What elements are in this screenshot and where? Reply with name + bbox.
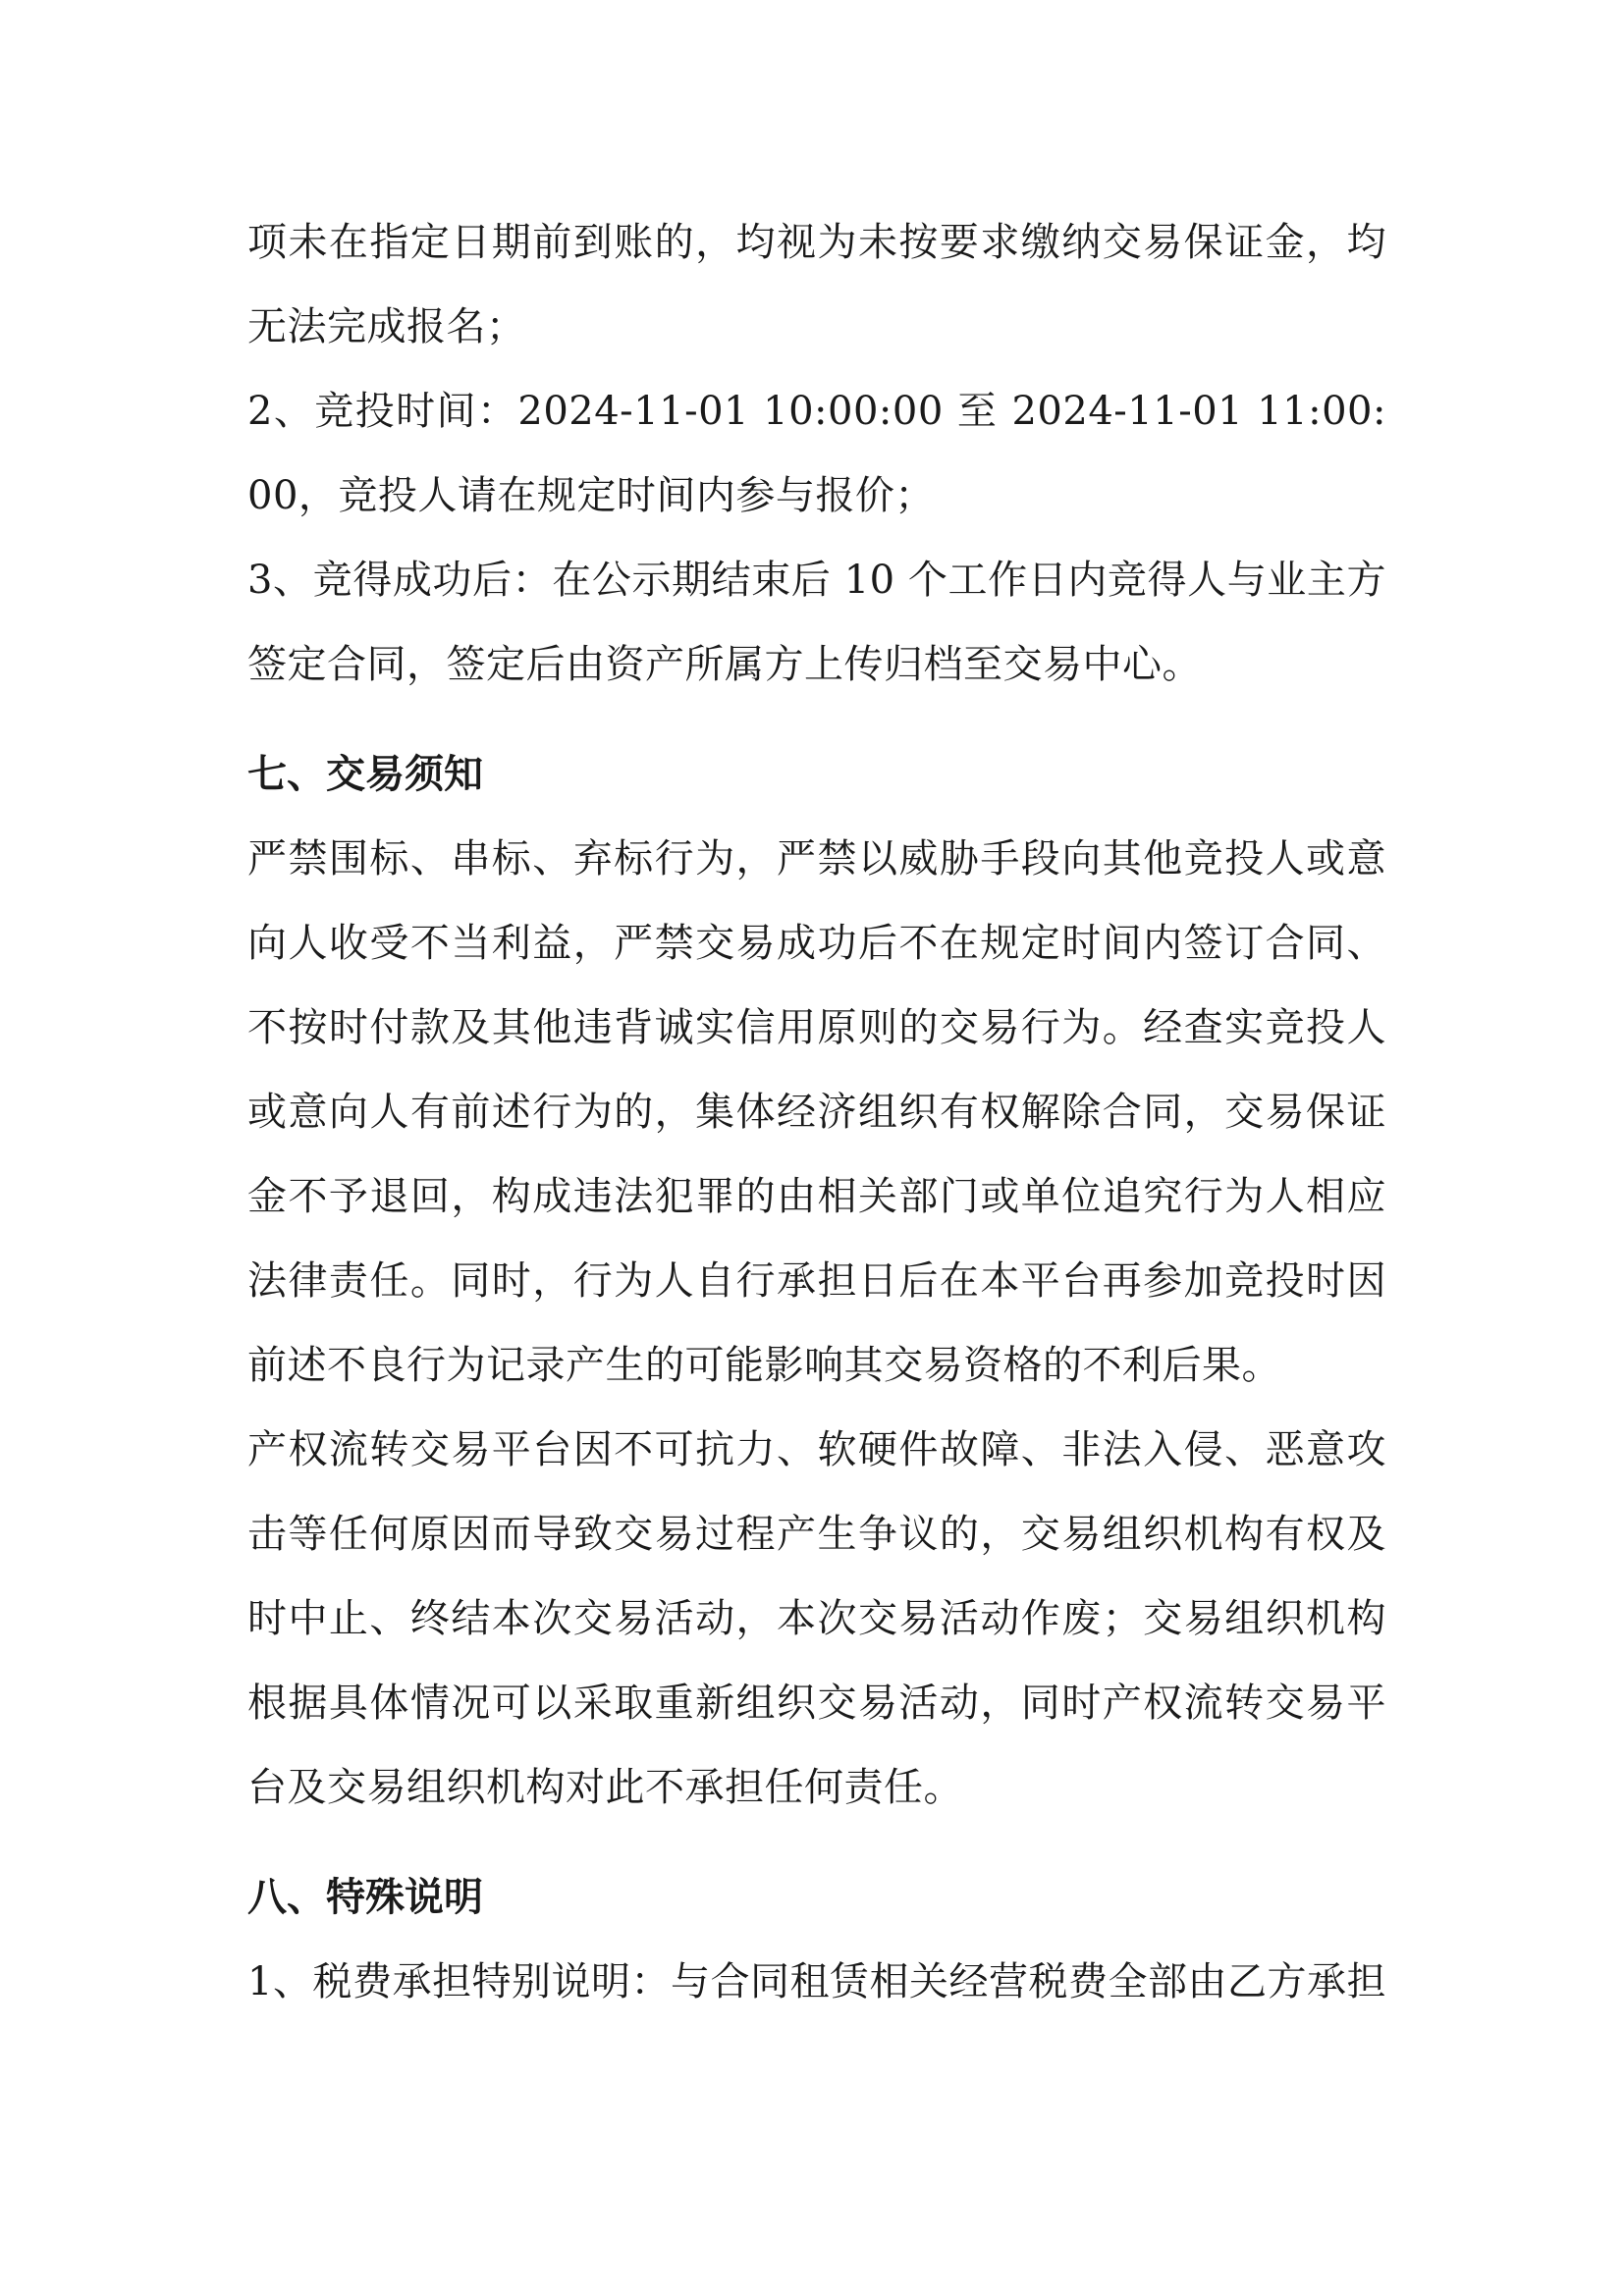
document-page — [247, 200, 1386, 2024]
paragraph-deposit-continued: 项未在指定日期前到账的，均视为未按要求缴纳交易保证金，均无法完成报名； — [247, 220, 1386, 349]
paragraph-platform-disclaimer: 产权流转交易平台因不可抗力、软硬件故障、非法入侵、恶意攻击等任何原因而导致交易过程产生争议的，交易组织机构有权及时中止、终结本次交易活动，本次交易活动作废；交易组织机构根据具体情况可以采取重新组织交易活动，同时产权流转交易平台及交易组织机构对此不承担任何责任。 — [247, 1427, 1386, 1810]
section-heading-trading-notice: 七、交易须知 — [247, 752, 483, 797]
paragraph-after-winning: 3、竞得成功后：在公示期结束后 10 个工作日内竞得人与业主方签定合同，签定后由资产所属方上传归档至交易中心。 — [247, 558, 1386, 687]
paragraph-bidding-time: 2、竞投时间：2024-11-01 10:00:00 至 2024-11-01 11:00:00，竞投人请在规定时间内参与报价； — [247, 389, 1386, 518]
paragraph-prohibited-behavior: 严禁围标、串标、弃标行为，严禁以威胁手段向其他竞投人或意向人收受不当利益，严禁交易成功后不在规定时间内签订合同、不按时付款及其他违背诚实信用原则的交易行为。经查实竞投人或意向人有前述行为的，集体经济组织有权解除合同，交易保证金不予退回，构成违法犯罪的由相关部门或单位追究行为人相应法律责任。同时，行为人自行承担日后在本平台再参加竞投时因前述不良行为记录产生的可能影响其交易资格的不利后果。 — [247, 836, 1386, 1388]
section-heading-special-notes: 八、特殊说明 — [247, 1875, 483, 1920]
paragraph-tax-note: 1、税费承担特别说明：与合同租赁相关经营税费全部由乙方承担 — [247, 1959, 1386, 2004]
